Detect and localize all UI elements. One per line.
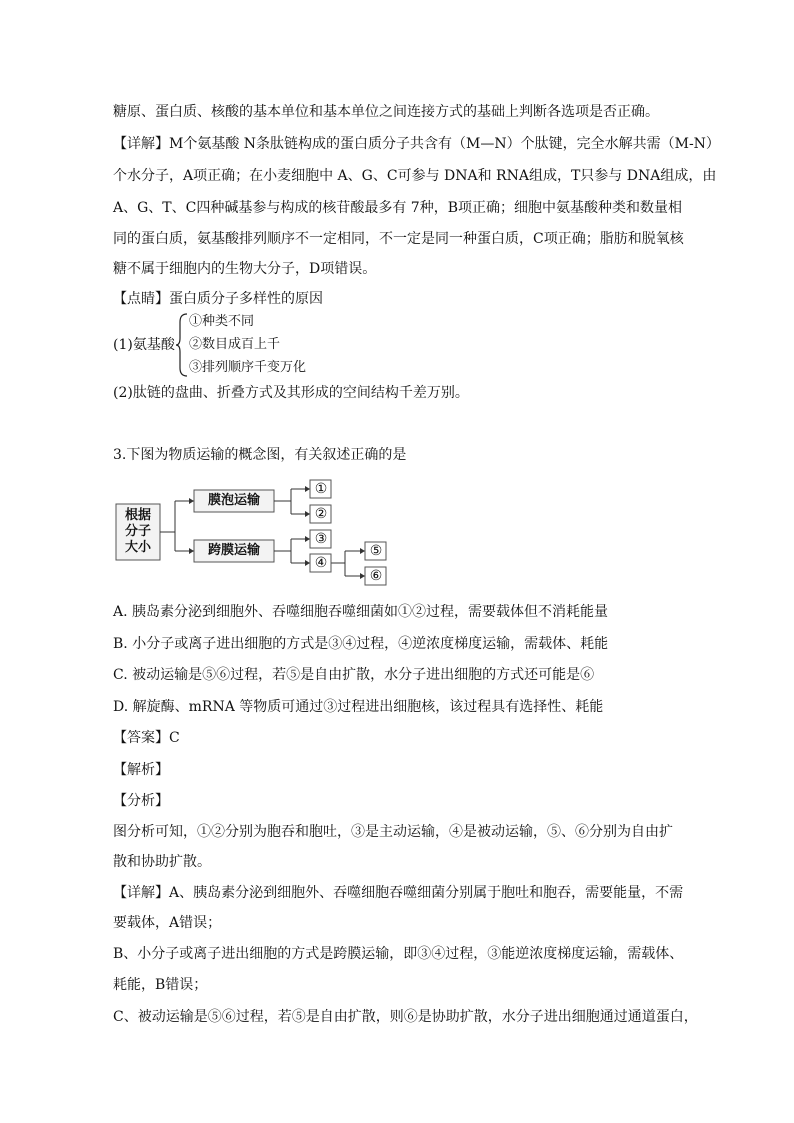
intro-line: 糖原、蛋白质、核酸的基本单位和基本单位之间连接方式的基础上判断各选项是否正确。 bbox=[113, 104, 659, 120]
detail2-line: 耗能，B错误； bbox=[113, 977, 208, 993]
amino-acid-brace-block bbox=[113, 312, 413, 378]
root-label-line: 根据 bbox=[124, 508, 151, 523]
detail2-line: 【详解】A、胰岛素分泌到细胞外、吞噬细胞吞噬细菌分别属于胞吐和胞吞，需要能量，不需 bbox=[113, 885, 684, 901]
detail-line: 同的蛋白质，氨基酸排列顺序不一定相同，不一定是同一种蛋白质，C项正确；脂肪和脱氧核 bbox=[113, 231, 684, 247]
node-2: ② bbox=[314, 506, 328, 522]
option-d: D. 解旋酶、mRNA 等物质可通过③过程进出细胞核，该过程具有选择性、耗能 bbox=[113, 699, 604, 715]
option-a: A. 胰岛素分泌到细胞外、吞噬细胞吞噬细菌如①②过程，需要载体但不消耗能量 bbox=[113, 604, 609, 620]
question-stem: 3.下图为物质运输的概念图，有关叙述正确的是 bbox=[113, 447, 407, 463]
brace-label: (1)氨基酸 bbox=[113, 337, 175, 353]
root-label-line: 分子 bbox=[124, 524, 151, 539]
detail2-line: C、被动运输是⑤⑥过程，若⑤是自由扩散，则⑥是协助扩散，水分子进出细胞通过通道蛋白， bbox=[113, 1009, 698, 1025]
detail2-line: B、小分子或离子进出细胞的方式是跨膜运输，即③④过程，③能逆浓度梯度运输，需载体、 bbox=[113, 946, 684, 962]
root-label-line: 大小 bbox=[124, 540, 151, 555]
node-4: ④ bbox=[314, 555, 328, 571]
analysis-line: 图分析可知，①②分别为胞吞和胞吐，③是主动运输，④是被动运输，⑤、⑥分别为自由扩 bbox=[113, 824, 673, 840]
option-c: C. 被动运输是⑤⑥过程，若⑤是自由扩散，水分子进出细胞的方式还可能是⑥ bbox=[113, 667, 595, 683]
transport-concept-diagram bbox=[115, 476, 405, 591]
transmembrane-transport-label: 跨膜运输 bbox=[207, 543, 260, 558]
detail-line: A、G、T、C四种碱基参与构成的核苷酸最多有 7种，B项正确；细胞中氨基酸种类和数量相 bbox=[113, 200, 682, 216]
answer-line: 【答案】C bbox=[113, 730, 180, 746]
analysis-sub-label: 【分析】 bbox=[113, 793, 169, 809]
detail-line: 糖不属于细胞内的生物大分子，D项错误。 bbox=[113, 261, 377, 277]
brace-item: ③排列顺序千变万化 bbox=[189, 360, 307, 375]
detail2-line: 要载体，A错误； bbox=[113, 915, 222, 931]
point-title: 【点睛】蛋白质分子多样性的原因 bbox=[113, 291, 323, 307]
detail-line: 个水分子，A项正确；在小麦细胞中 A、G、C可参与 DNA和 RNA组成，T只参与 DNA组成，由 bbox=[113, 168, 717, 184]
analysis-label: 【解析】 bbox=[113, 762, 169, 778]
brace-item: ②数目成百上千 bbox=[189, 337, 281, 352]
analysis-line: 散和协助扩散。 bbox=[113, 854, 211, 870]
curly-brace-icon bbox=[175, 312, 189, 378]
brace-item: ①种类不同 bbox=[189, 314, 255, 329]
node-3: ③ bbox=[314, 531, 328, 547]
node-5: ⑤ bbox=[369, 543, 383, 559]
node-6: ⑥ bbox=[369, 568, 383, 584]
detail-line: 【详解】M个氨基酸 N条肽链构成的蛋白质分子共含有（M—N）个肽键，完全水解共需（M-N） bbox=[113, 136, 720, 152]
root-label bbox=[116, 508, 160, 556]
option-b: B. 小分子或离子进出细胞的方式是③④过程，④逆浓度梯度运输，需载体、耗能 bbox=[113, 636, 609, 652]
vesicle-transport-label: 膜泡运输 bbox=[207, 493, 260, 508]
point-line-2: (2)肽链的盘曲、折叠方式及其形成的空间结构千差万别。 bbox=[113, 385, 469, 401]
node-1: ① bbox=[314, 481, 328, 497]
